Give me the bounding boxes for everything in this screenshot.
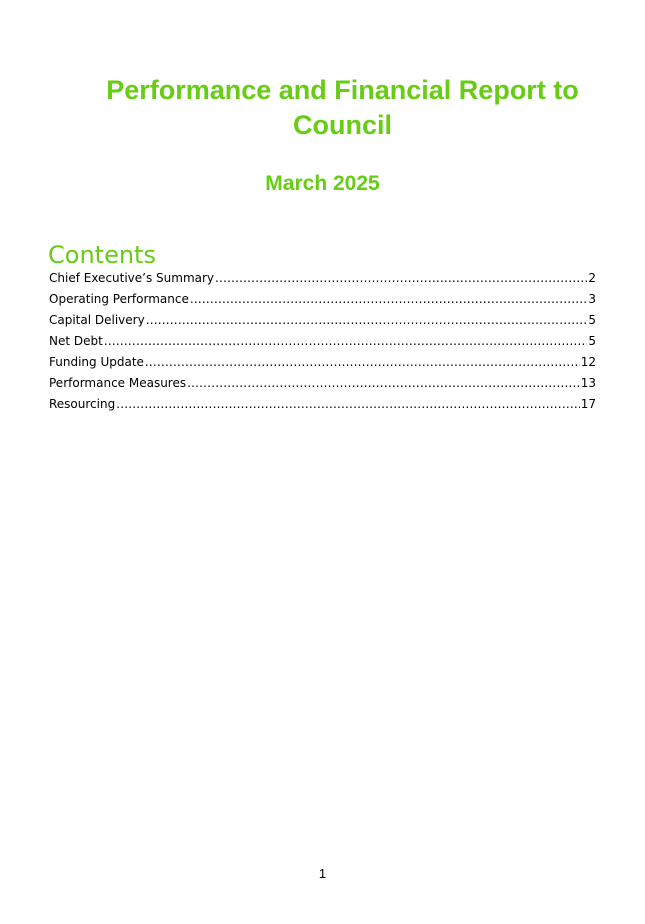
- toc-entry-page: 12: [580, 355, 596, 369]
- toc-entry-net-debt[interactable]: [49, 331, 596, 352]
- toc-dot-leader: [145, 352, 580, 373]
- table-of-contents: [49, 268, 596, 415]
- toc-entry-label: Net Debt: [49, 334, 103, 348]
- toc-entry-operating-performance[interactable]: [49, 289, 596, 310]
- toc-dot-leader: [190, 289, 588, 310]
- document-title: Performance and Financial Report to Council: [106, 75, 579, 140]
- toc-entry-funding-update[interactable]: [49, 352, 596, 373]
- toc-dot-leader: [146, 310, 588, 331]
- toc-entry-page: 13: [580, 376, 596, 390]
- report-date: March 2025: [265, 172, 380, 195]
- toc-entry-label: Performance Measures: [49, 376, 187, 390]
- toc-entry-label: Funding Update: [49, 355, 144, 369]
- toc-entry-page: 5: [588, 334, 596, 348]
- page-number: 1: [318, 866, 327, 881]
- toc-entry-resourcing[interactable]: [49, 394, 596, 415]
- toc-entry-label: Chief Executive’s Summary: [49, 271, 215, 285]
- toc-entry-capital-delivery[interactable]: [49, 310, 596, 331]
- toc-entry-page: 3: [588, 292, 596, 306]
- toc-dot-leader: [104, 331, 588, 352]
- toc-entry-label: Resourcing: [49, 397, 116, 411]
- contents-heading: Contents: [48, 241, 156, 269]
- toc-entry-page: 17: [580, 397, 596, 411]
- toc-entry-label: Operating Performance: [49, 292, 189, 306]
- toc-entry-label: Capital Delivery: [49, 313, 145, 327]
- toc-entry-page: 5: [588, 313, 596, 327]
- toc-dot-leader: [187, 373, 580, 394]
- toc-dot-leader: [215, 268, 587, 289]
- toc-entry-page: 2: [588, 271, 596, 285]
- toc-entry-performance-measures[interactable]: [49, 373, 596, 394]
- toc-dot-leader: [116, 394, 580, 415]
- toc-entry-chief-executives-summary[interactable]: [49, 268, 596, 289]
